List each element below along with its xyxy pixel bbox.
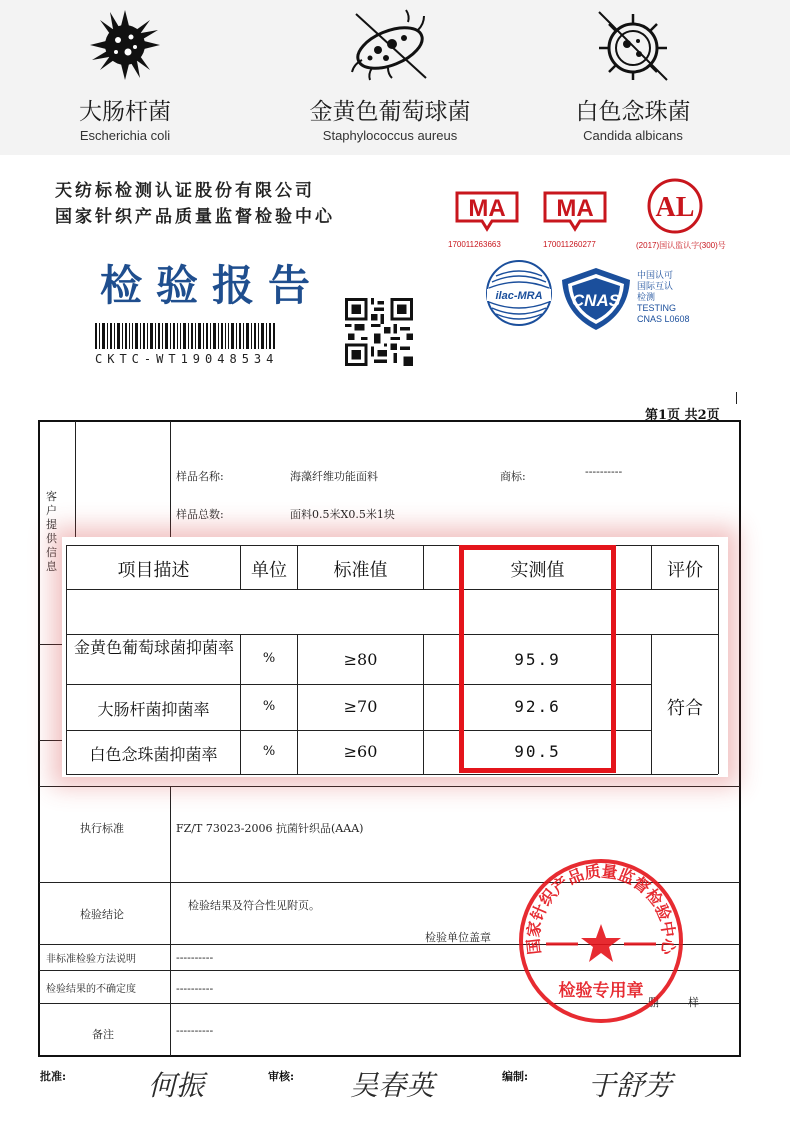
row-standard: ≥60 [343, 742, 378, 761]
uncertainty-value: ---------- [176, 982, 214, 995]
header-item: 项目描述 [117, 560, 190, 581]
header-unit: 单位 [251, 560, 287, 581]
star-icon [581, 924, 621, 962]
cma-logo-icon [452, 187, 522, 235]
row-standard: ≥70 [343, 697, 378, 716]
divider [423, 634, 424, 774]
row-unit: % [262, 651, 276, 666]
microbe-name-cn: 大肠杆菌 [79, 99, 171, 125]
divider [718, 545, 719, 774]
qr-code-icon [345, 298, 413, 366]
approve-signature: 何振 [148, 1069, 205, 1102]
standard-value: FZ/T 73023-2006 抗菌针织品(AAA) [176, 822, 364, 835]
barcode-icon [95, 323, 275, 349]
virus-spiky-icon [88, 8, 162, 82]
divider [170, 786, 171, 1056]
page-indicator: 第1页 共2页 [645, 408, 720, 423]
header-evaluation: 评价 [667, 560, 703, 581]
cell-icon [593, 8, 673, 82]
cnas-logo-icon [558, 266, 634, 332]
seal-subtext: 检验专用章 [558, 981, 644, 1001]
microbe-name-en: Candida albicans [583, 128, 683, 143]
bacterium-icon [348, 8, 432, 82]
sample-count-label: 样品总数: [176, 508, 224, 521]
microbe-name-cn: 金黄色葡萄球菌 [309, 99, 471, 125]
microbe-candida [513, 0, 753, 155]
sample-name-value: 海藻纤维功能面料 [290, 470, 378, 483]
org-name-center: 国家针织产品质量监督检验中心 [55, 207, 335, 227]
row-standard: ≥80 [343, 650, 378, 669]
brand-value: ---------- [585, 465, 623, 478]
divider [66, 589, 718, 590]
microbe-staph [270, 0, 510, 155]
cnas-label: CNAS [571, 291, 621, 310]
header-standard: 标准值 [333, 560, 388, 581]
official-seal [518, 858, 684, 1024]
divider [736, 392, 737, 404]
peek-text: 删 [648, 996, 659, 1009]
uncertainty-label: 检验结果的不确定度 [46, 984, 136, 995]
seal-text: 国家针织产品质量监督检验中心 [523, 861, 679, 956]
row-measured: 90.5 [514, 742, 561, 761]
nonstd-label: 非标准检验方法说明 [46, 954, 136, 965]
nonstd-value: ---------- [176, 951, 214, 964]
remark-value: ---------- [176, 1024, 214, 1037]
divider [39, 644, 63, 645]
client-info-label: 客户提供信息 [46, 490, 57, 573]
divider [39, 740, 63, 741]
microbe-name-cn: 白色念珠菌 [575, 99, 691, 125]
cma-number-2: 170011260277 [543, 240, 596, 249]
divider [66, 545, 718, 546]
compile-label: 编制: [502, 1070, 529, 1083]
ilac-mra-logo-icon [484, 258, 554, 328]
ilac-label: ilac-MRA [495, 290, 543, 302]
ma-label: MA [468, 195, 506, 222]
row-unit: % [262, 699, 276, 714]
standard-label: 执行标准 [80, 822, 124, 835]
divider [170, 421, 171, 541]
row-item: 大肠杆菌抑菌率 [97, 700, 210, 719]
brand-label: 商标: [500, 470, 526, 483]
cnas-line: TESTING [637, 303, 677, 313]
review-label: 审核: [268, 1070, 295, 1083]
row-unit: % [262, 744, 276, 759]
remark-label: 备注 [92, 1028, 114, 1041]
measured-highlight [459, 545, 616, 773]
conclusion-label: 检验结论 [80, 908, 124, 921]
cnas-line: 中国认可 [637, 270, 674, 280]
row-item: 白色念珠菌抑菌率 [89, 745, 218, 764]
barcode-number: CKTC-WT19048534 [95, 352, 279, 366]
evaluation-value: 符合 [667, 698, 703, 719]
microbe-banner [0, 0, 790, 155]
cnas-description [637, 270, 690, 325]
sample-name-label: 样品名称: [176, 470, 224, 483]
ma-label: MA [556, 195, 594, 222]
peek-text: 样 [688, 996, 699, 1009]
cnas-line: CNAS L0608 [637, 314, 690, 324]
cma-number-1: 170011263663 [448, 240, 501, 249]
review-signature: 吴春英 [350, 1069, 435, 1102]
row-measured: 95.9 [514, 650, 561, 669]
cnas-line: 检测 [637, 292, 656, 302]
header-measured: 实测值 [510, 560, 565, 581]
org-name-company: 天纺标检测认证股份有限公司 [55, 181, 315, 201]
compile-signature: 于舒芳 [588, 1069, 673, 1102]
divider [66, 634, 718, 635]
report-title: 检验报告 [100, 261, 325, 310]
microbe-ecoli [5, 0, 245, 155]
microbe-name-en: Escherichia coli [79, 128, 171, 143]
cal-number: (2017)国认监认字(300)号 [636, 241, 726, 250]
cma-logo-icon [540, 187, 610, 235]
cnas-line: 国际互认 [637, 281, 674, 291]
row-item: 金黄色葡萄球菌抑菌率 [73, 638, 234, 657]
row-measured: 92.6 [514, 697, 561, 716]
stamp-label: 检验单位盖章 [425, 931, 491, 944]
cal-label: AL [655, 192, 695, 223]
divider [66, 774, 718, 775]
divider [39, 786, 740, 787]
approve-label: 批准: [40, 1070, 67, 1083]
conclusion-value: 检验结果及符合性见附页。 [188, 899, 320, 912]
microbe-name-en: Staphylococcus aureus [322, 128, 458, 143]
sample-count-value: 面料0.5米X0.5米1块 [290, 508, 395, 521]
divider [75, 421, 76, 541]
cal-logo-icon [645, 176, 705, 236]
divider [423, 545, 424, 589]
